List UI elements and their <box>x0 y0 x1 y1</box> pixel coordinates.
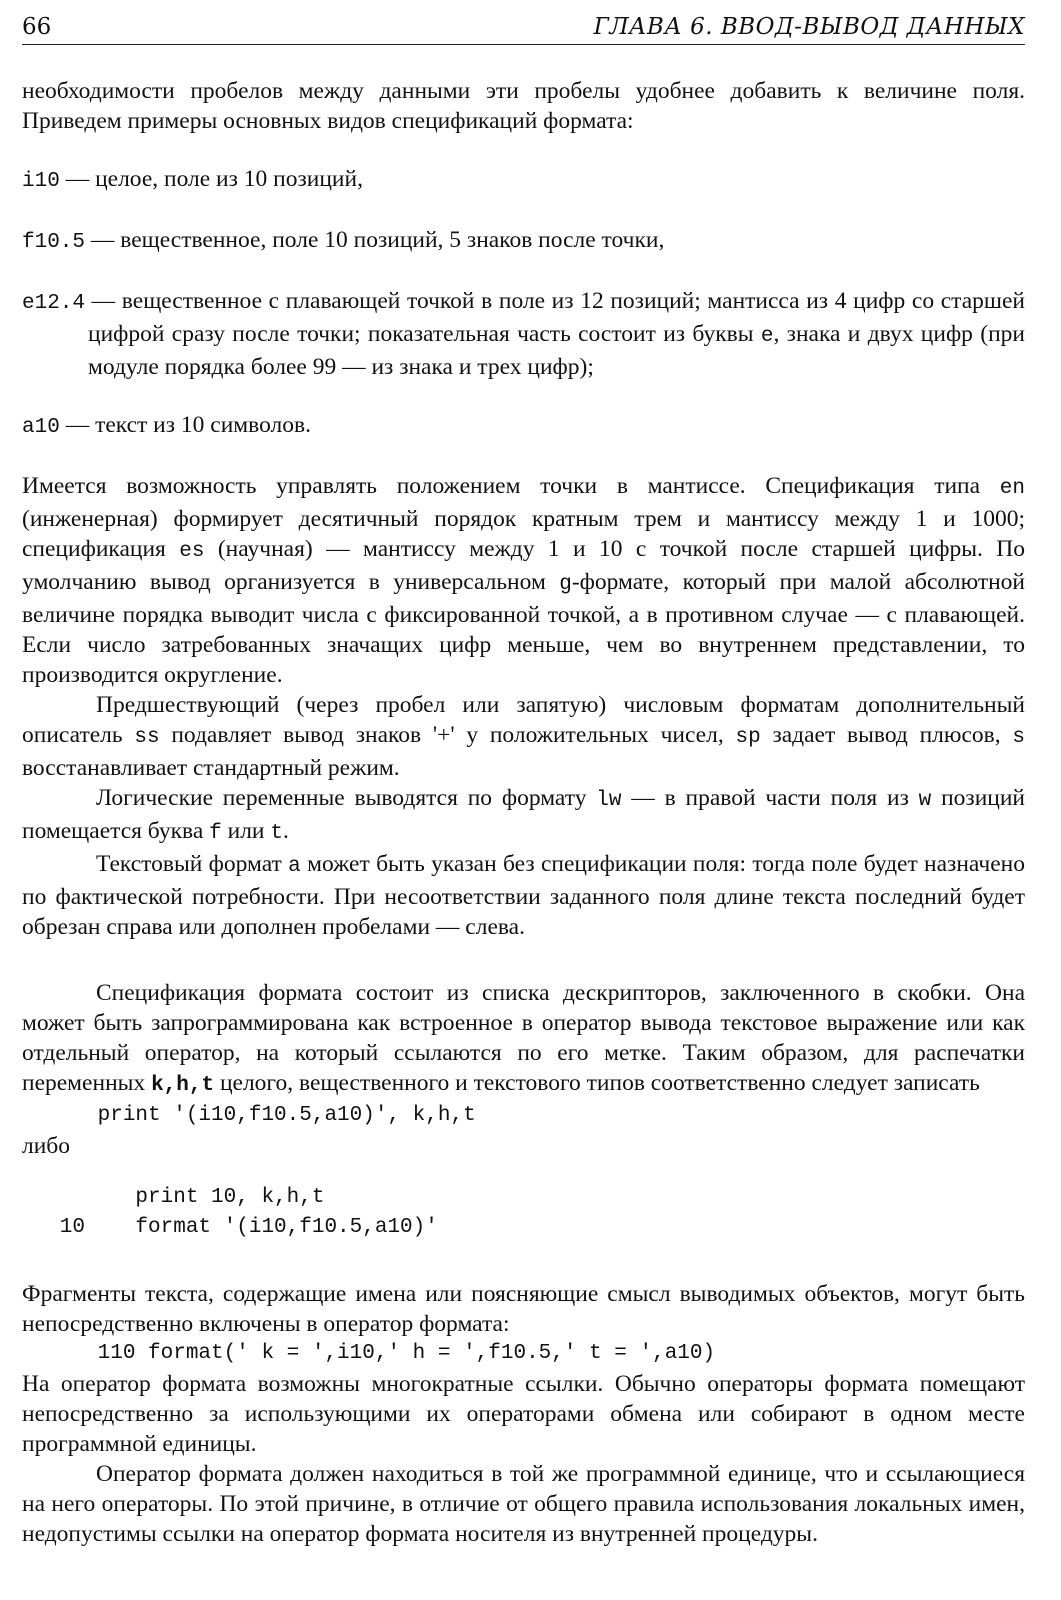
text-run: (научная) — мантиссу между 1 и 10 с точкой после старшей цифры. По умолчанию вывод организуется в универсальном <box>22 536 1026 595</box>
text-run: позиций помещается буква <box>22 785 1025 844</box>
paragraph-references: На оператор формата возможны многократные ссылки. Обычно операторы формата помещают непосредственно за использующими их операторами обмена или собирают в одном месте программной единицы. <box>22 1371 1025 1457</box>
inline-code: g <box>559 573 572 596</box>
running-header <box>22 10 1025 45</box>
item-text: — текст из 10 символов. <box>59 412 311 438</box>
code-line: 10 format '(i10,f10.5,a10)' <box>22 1216 438 1239</box>
text-either: либо <box>22 1133 71 1159</box>
inline-code: es <box>179 540 205 563</box>
paragraph-format-spec <box>22 978 1025 1101</box>
item-text: — вещественное, поле 10 позиций, 5 знаков после точки, <box>85 227 665 253</box>
list-item <box>22 225 1025 258</box>
format-code: f10.5 <box>22 231 86 254</box>
text-run: (инженерная) формирует десятичный порядок кратным трем и мантиссу между 1 и 1000; спецификация <box>22 506 1025 562</box>
text-run: восстанавливает стандартный режим. <box>22 755 400 781</box>
text-run: целого, вещественного и текстового типов соответственно следует записать <box>214 1070 980 1096</box>
code-line: print 10, k,h,t <box>22 1186 325 1209</box>
text-run: . <box>283 818 289 844</box>
text-run: задает вывод плюсов, <box>760 722 1013 748</box>
paragraph-fragments: Фрагменты текста, содержащие имена или поясняющие смысл выводимых объектов, могут быть непосредственно включены в оператор формата: <box>22 1281 1025 1337</box>
inline-code: t <box>270 822 283 845</box>
paragraph-logical <box>22 783 1025 849</box>
chapter-title: ГЛАВА 6. ВВОД-ВЫВОД ДАННЫХ <box>593 14 1025 40</box>
inline-code: f <box>209 822 222 845</box>
format-code: i10 <box>22 170 60 193</box>
text-run: Предшествующий (через пробел или запятую) числовым форматам дополнительный описатель <box>22 692 1025 748</box>
text-run: Спецификация формата состоит из списка дескрипторов, заключенного в скобки. Она может быть запрограммирована как встроенное в оператор вывода текстовое выражение или как отдельный оператор, на который ссылаются по его метке. Таким образом, для распечатки переменных <box>22 980 1025 1096</box>
inline-code: lw <box>596 789 622 812</box>
format-code: e12.4 <box>22 292 86 315</box>
text-run: или <box>221 818 271 844</box>
inline-code: en <box>999 477 1025 500</box>
text-run: -формате, который при малой абсолютной величине порядка выводит числа с фиксированной точкой, а в противном случае — с плавающей. Если число затребованных значащих цифр меньше, чем во внутреннем представлении, то производится округление. <box>22 569 1026 688</box>
text-run: — в правой части поля из <box>621 785 919 811</box>
text-run: подавляет вывод знаков '+' у положительных чисел, <box>159 722 736 748</box>
text-run: может быть указан без спецификации поля: тогда поле будет назначено по фактической потребности. При несоответствии заданного поля длине текста последний будет обрезан справа или дополнен пробелами — слева. <box>22 851 1025 940</box>
text-run: Текстовый формат <box>96 851 289 877</box>
text-run: Имеется возможность управлять положением точки в мантиссе. Спецификация типа <box>22 473 1000 499</box>
code-block-print: print '(i10,f10.5,a10)', k,h,t <box>22 1104 476 1127</box>
text-run: Логические переменные выводятся по формату <box>96 785 597 811</box>
item-text: — целое, поле из 10 позиций, <box>59 166 363 192</box>
format-code: a10 <box>22 416 60 439</box>
inline-code: s <box>1012 726 1025 749</box>
paragraph-intro: необходимости пробелов между данными эти пробелы удобнее добавить к величине поля. Приведем примеры основных видов спецификаций формата: <box>22 78 1025 134</box>
item-text: , знака и двух цифр (при модуле порядка более 99 — из знака и трех цифр); <box>88 321 1025 380</box>
paragraph-sign-descriptors <box>22 690 1025 783</box>
page-body <box>22 76 1025 1549</box>
code-block-format: 110 format(' k = ',i10,' h = ',f10.5,' t = ',a10) <box>22 1342 716 1365</box>
paragraph-mantissa <box>22 471 1025 690</box>
inline-code: w <box>918 789 932 812</box>
page-number: 66 <box>22 14 52 40</box>
list-item <box>22 286 1025 382</box>
inline-code: ss <box>134 726 160 749</box>
paragraph-text-format <box>22 849 1025 942</box>
inline-code: k,h,t <box>151 1074 215 1097</box>
inline-code: e <box>760 325 774 348</box>
paragraph-scope: Оператор формата должен находиться в той же программной единице, что и ссылающиеся на него операторы. По этой причине, в отличие от общего правила использования локальных имен, недопустимы ссылки на оператор формата носителя из внутренней процедуры. <box>22 1461 1025 1547</box>
item-text: — вещественное с плавающей точкой в поле из 12 позиций; мантисса из 4 цифр со старшей цифрой сразу после точки; показательная часть состоит из буквы <box>85 288 1025 347</box>
list-item <box>22 410 1025 443</box>
list-item <box>22 164 1025 197</box>
inline-code: sp <box>735 726 761 749</box>
inline-code: a <box>288 855 301 878</box>
